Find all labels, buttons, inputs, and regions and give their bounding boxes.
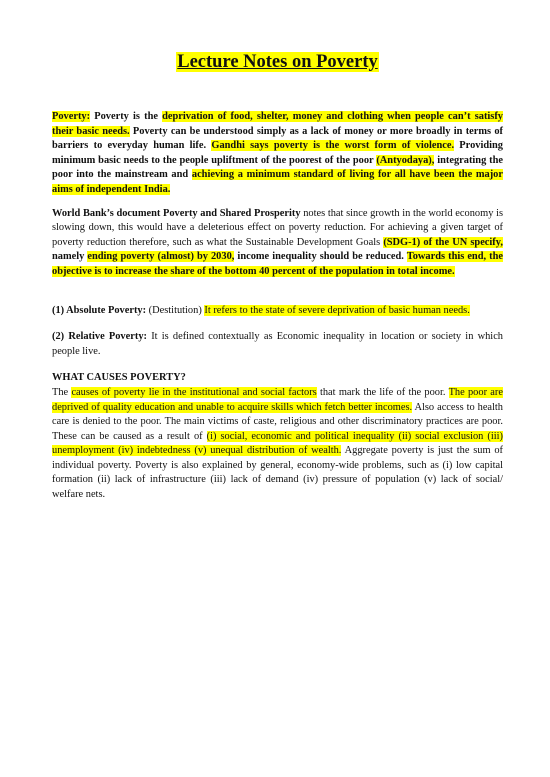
- highlighted-text: causes of poverty lie in the institutional and social factors: [71, 386, 317, 398]
- highlighted-text: The poor are deprived of quality education and unable to acquire skills which fetch better incomes.: [52, 386, 503, 413]
- text-run: It is defined contextually as Economic inequality in location or society in which people live.: [52, 331, 503, 357]
- highlighted-text: Gandhi says poverty is the worst form of violence.: [211, 140, 455, 152]
- section-heading: WHAT CAUSES POVERTY?: [52, 372, 186, 384]
- paragraph-relative-poverty: [52, 330, 503, 359]
- text-run: The: [52, 386, 72, 398]
- bold-text: World Bank’s document Poverty and Shared Prosperity: [52, 207, 301, 219]
- term-label: (2) Relative Poverty:: [52, 331, 147, 343]
- highlighted-text: achieving a minimum standard of living for all have been the major aims of independent India.: [52, 169, 503, 195]
- highlighted-text: (SDG-1) of the UN specify,: [383, 236, 503, 248]
- text-run: integrating the poor into the mainstream and: [52, 154, 504, 181]
- term-label: (1) Absolute Poverty:: [52, 304, 147, 316]
- page-title: Lecture Notes on Poverty: [177, 52, 378, 72]
- text-run: (Destitution): [146, 304, 205, 316]
- text-run: Poverty is the: [90, 111, 163, 122]
- text-run: Aggregate poverty is just the sum of individual poverty. Poverty is also explained by general, economy-wide problems, such as (i) low capital formation (ii) lack of infrastructure (iii) lack of demand (iv) pressure of population (v) lack of social/ welfare nets.: [52, 445, 503, 501]
- text-run: Providing minimum basic needs to the people upliftment of the poorest of the poor: [52, 140, 503, 166]
- paragraph-poverty-definition: [52, 110, 503, 198]
- text-run: Also access to health care is denied to the poor. The main victims of caste, religious and other discriminatory practices are poor. These can be caused as a result of: [52, 401, 504, 442]
- bold-text: income inequality should be reduced.: [234, 251, 407, 263]
- highlighted-text: deprivation of food, shelter, money and clothing when people can’t satisfy their basic needs.: [52, 111, 503, 137]
- highlighted-text: ending poverty (almost) by 2030,: [87, 251, 235, 263]
- text-run: notes that since growth in the world economy is slowing down, this would have a deleterious effect on poverty reduction. For achieving a given target of poverty reduction therefore, such as what the Sustainable Development Goals: [52, 207, 504, 248]
- text-run: that mark the life of the poor.: [316, 386, 449, 398]
- term-label: Poverty:: [52, 111, 91, 122]
- bold-text: namely: [52, 251, 88, 263]
- paragraph-absolute-poverty: [52, 304, 503, 319]
- highlighted-text: (i) social, economic and political inequality (ii) social exclusion (iii) unemployment (iv) indebtedness (v) unequal distribution of wealth.: [52, 430, 503, 457]
- paragraph-world-bank: [52, 207, 503, 280]
- paragraph-causes: [52, 386, 503, 503]
- highlighted-text: It refers to the state of severe deprivation of basic human needs.: [204, 304, 470, 316]
- highlighted-text: (Antyodaya),: [376, 154, 435, 166]
- text-run: Poverty can be understood simply as a lack of money or more broadly in terms of barriers to everyday human life.: [52, 125, 504, 152]
- highlighted-text: Towards this end, the objective is to increase the share of the bottom 40 percent of the population in total income.: [52, 251, 503, 277]
